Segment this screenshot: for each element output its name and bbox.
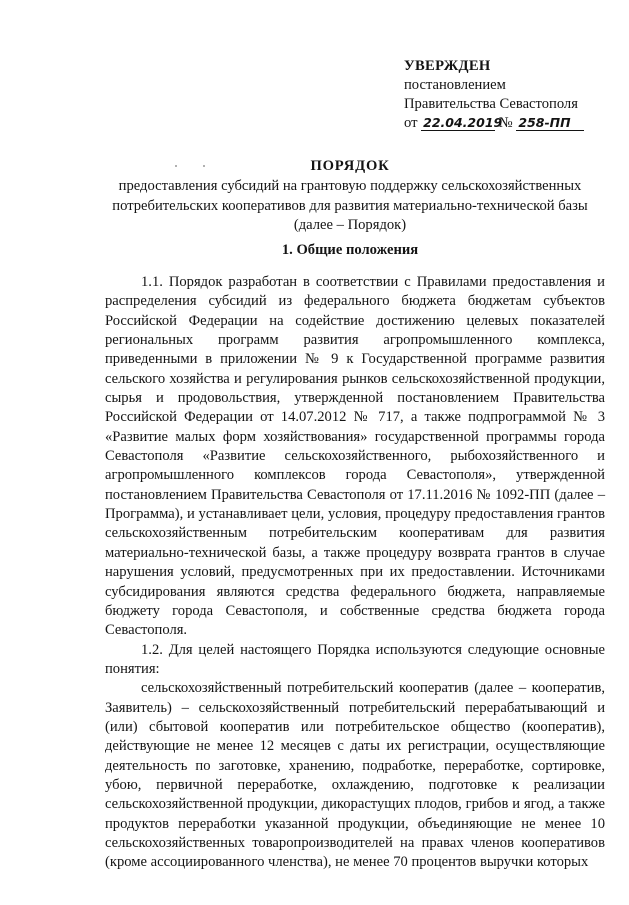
approval-from-label: от [404,115,418,131]
approval-date-handwritten: 22.04.2019 [423,115,503,130]
document-title: ПОРЯДОК [310,158,390,174]
approval-title: УВЕРЖДЕН [404,58,491,74]
document-heading [90,157,610,236]
section-title: 1. Общие положения [281,242,419,258]
approval-stamp [404,57,604,133]
approval-line-2: Правительства Севастополя [404,96,578,112]
approval-line-1: постановлением [404,77,506,93]
approval-date-line [404,114,604,133]
approval-number-handwritten: 258-ПП [516,115,584,131]
document-body [105,273,605,873]
approval-number-sign: № [498,115,513,131]
paragraph-definition: сельскохозяйственный потребительский кооператив (далее – кооператив, Заявитель) – сельскохозяйственный потребительский перерабатывающий и (или) сбытовой кооператив или потребительское общество (кооператив), действующие не менее 12 месяцев с даты их регистрации, осуществляющие деятельность по заготовке, хранению, подработке, переработке, сортировке, убою, первичной переработке, охлаждению, подготовке к реализации сельскохозяйственной продукции, дикорастущих плодов, грибов и ягод, а также продуктов переработки указанной продукции, объединяющие не менее 10 сельскохозяйственных товаропроизводителей на правах членов кооперативов (кроме ассоциированного членства), не менее 70 процентов выручки которых [105,680,605,871]
paragraph-1-2: 1.2. Для целей настоящего Порядка используются следующие основные понятия: [105,641,605,677]
document-subtitle: предоставления субсидий на грантовую поддержку сельскохозяйственных потребительских кооперативов для развития материально-технической базы (далее – Порядок) [112,178,588,234]
paragraph-1-1: 1.1. Порядок разработан в соответствии с Правилами предоставления и распределения субсидий из федерального бюджета бюджетам субъектов Российской Федерации на содействие достижению целевых показателей региональных программ развития агропромышленного комплекса, приведенными в приложении № 9 к Государственной программе развития сельского хозяйства и регулирования рынков сельскохозяйственной продукции, сырья и продовольствия, утвержденной постановлением Правительства Российской Федерации от 14.07.2012 № 717, а также подпрограммой № 3 «Развитие малых форм хозяйствования» государственной программы города Севастополя «Развитие сельскохозяйственного, рыбохозяйственного и агропромышленного комплексов города Севастополя», утвержденной постановлением Правительства Севастополя от 17.11.2016 № 1092-ПП (далее – Программа), и устанавливает цели, условия, процедуру предоставления грантов сельскохозяйственным потребительским кооперативам для развития материально-технической базы, а также процедуру возврата грантов в случае нарушения условий, предусмотренных при их предоставлении. Источниками субсидирования являются средства федерального бюджета, направляемые бюджету города Севастополя, и собственные средства бюджета города Севастополя. [105,274,605,639]
